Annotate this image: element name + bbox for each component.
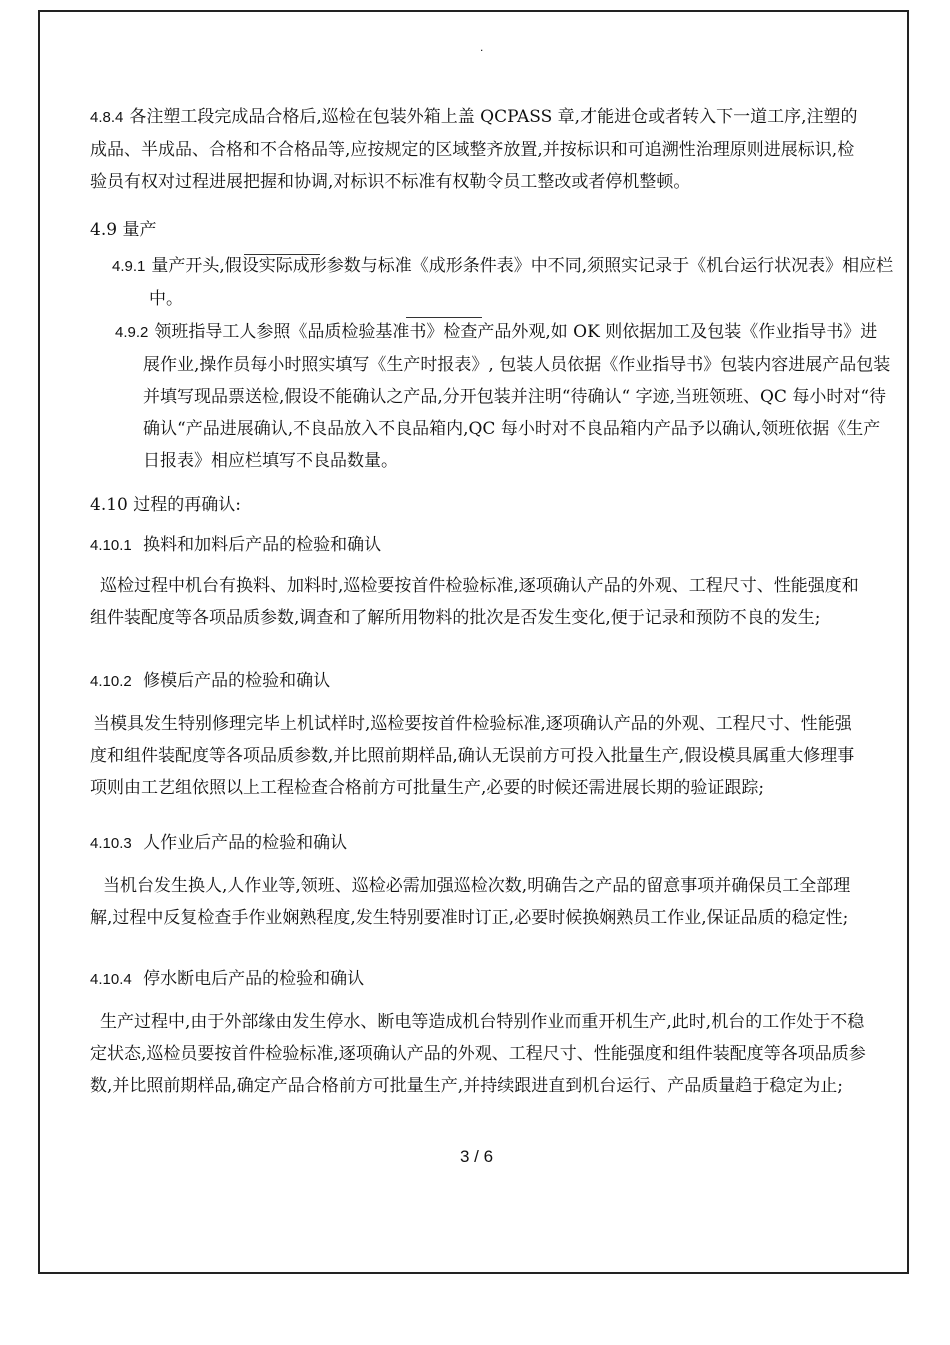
section-title: 停水断电后产品的检验和确认 bbox=[143, 969, 365, 989]
section-4-8-4 bbox=[90, 101, 868, 198]
section-4-10-4-heading bbox=[90, 967, 364, 992]
section-4-9-title: 4.9 量产 bbox=[90, 220, 157, 240]
section-number: 4.10.3 bbox=[90, 835, 132, 852]
section-title: 换料和加料后产品的检验和确认 bbox=[143, 535, 382, 555]
section-4-10-1-heading bbox=[90, 533, 381, 558]
section-4-10-3-heading bbox=[90, 831, 347, 856]
section-4-10-2-heading bbox=[90, 669, 330, 694]
section-text: 各注塑工段完成品合格后,巡检在包装外箱上盖 QCPASS 章,才能进仓或者转入下一道工序,注塑的成品、半成品、合格和不合格品等,应按规定的区域整齐放置,并按标识和可追溯性治理原则进展标识,检验员有权对过程进展把握和协调,对标识不标准有权勒令员工整改或者停机整顿。 bbox=[90, 107, 858, 192]
section-number: 4.8.4 bbox=[90, 109, 124, 126]
section-title: 修模后产品的检验和确认 bbox=[143, 671, 331, 691]
section-4-10-title: 4.10 过程的再确认: bbox=[90, 495, 241, 515]
section-4-10-4-text: 生产过程中,由于外部缘由发生停水、断电等造成机台特别作业而重开机生产,此时,机台的工作处于不稳定状态,巡检员要按首件检验标准,逐项确认产品的外观、工程尺寸、性能强度和组件装配度等各项品质参数,并比照前期样品,确定产品合格前方可批量生产,并持续跟进直到机台运行、产品质量趋于稳定为止; bbox=[90, 1012, 866, 1096]
section-4-9-1 bbox=[112, 250, 894, 315]
section-4-10-1-text: 巡检过程中机台有换料、加料时,巡检要按首件检验标准,逐项确认产品的外观、工程尺寸、性能强度和组件装配度等各项品质参数,调查和了解所用物料的批次是否发生变化,便于记录和预防不良的发生; bbox=[90, 576, 859, 628]
section-title: 人作业后产品的检验和确认 bbox=[143, 833, 348, 853]
section-text: 量产开头,假设实际成形参数与标准《成形条件表》中不同,须照实记录于《机台运行状况表》相应栏中。 bbox=[149, 256, 894, 309]
section-number: 4.10.4 bbox=[90, 971, 132, 988]
section-number: 4.10.1 bbox=[90, 537, 132, 554]
page-indicator: 3 / 6 bbox=[460, 1147, 494, 1166]
page-dot: . bbox=[480, 40, 484, 54]
section-number: 4.9.1 bbox=[112, 258, 146, 275]
section-text: 领班指导工人参照《品质检验基准书》检查产品外观,如 OK 则依据加工及包装《作业指导书》进展作业,操作员每小时照实填写《生产时报表》, 包装人员依据《作业指导书》包装内容进展产品包装并填写现品票送检,假设不能确认之产品,分开包装并注明“待确认“ 字迹,当班领班、QC 每小时对“待确认“产品进展确认,不良品放入不良品箱内,QC 每小时对不良品箱内产品予以确认,领班依据《生产日报表》相应栏填写不良品数量。 bbox=[143, 322, 891, 471]
section-4-10-2-text: 当模具发生特别修理完毕上机试样时,巡检要按首件检验标准,逐项确认产品的外观、工程尺寸、性能强度和组件装配度等各项品质参数,并比照前期样品,确认无误前方可投入批量生产,假设模具属重大修理事项则由工艺组依照以上工程检查合格前方可批量生产,必要的时候还需进展长期的验证跟踪; bbox=[90, 714, 855, 798]
section-number: 4.10.2 bbox=[90, 673, 132, 690]
section-4-9-2 bbox=[115, 316, 893, 477]
section-number: 4.9.2 bbox=[115, 324, 149, 341]
section-4-10-3-text: 当机台发生换人,人作业等,领班、巡检必需加强巡检次数,明确告之产品的留意事项并确保员工全部理解,过程中反复检查手作业娴熟程度,发生特别要准时订正,必要时候换娴熟员工作业,保证品质的稳定性; bbox=[90, 876, 851, 928]
